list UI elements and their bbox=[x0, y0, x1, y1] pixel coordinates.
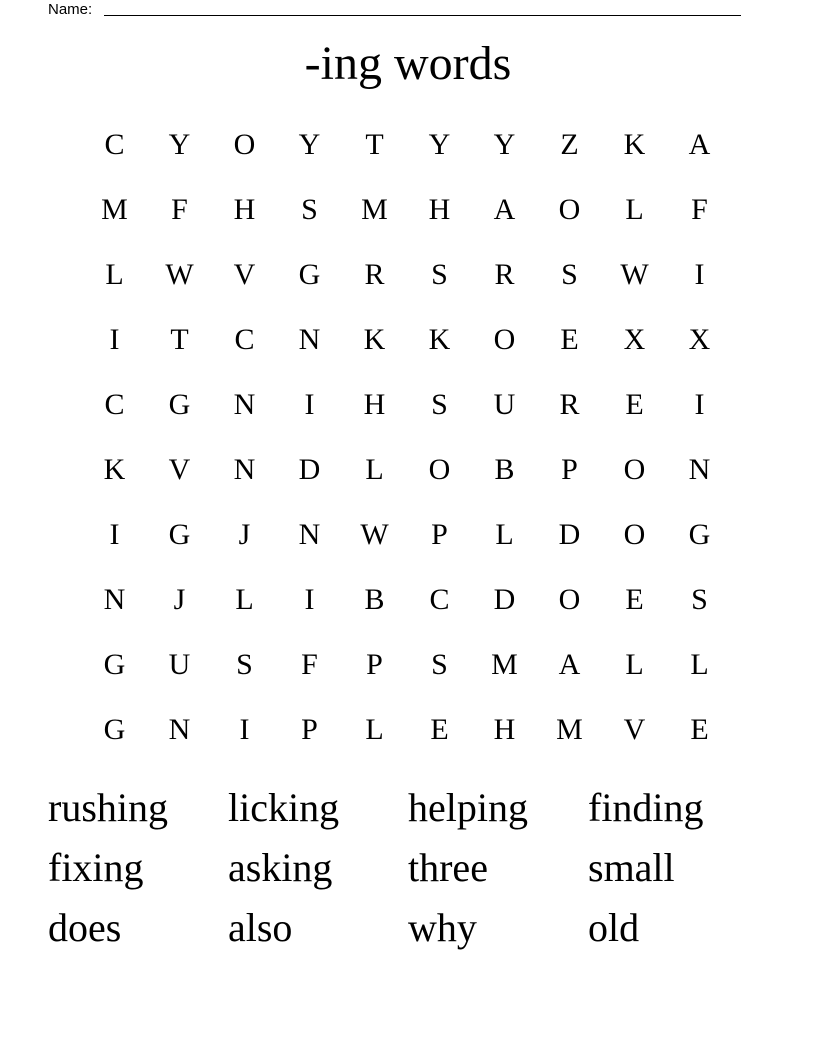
word-list-item: licking bbox=[228, 785, 340, 830]
grid-letter: O bbox=[428, 452, 451, 486]
grid-letter: N bbox=[168, 712, 191, 746]
grid-letter: G bbox=[298, 257, 321, 291]
grid-letter: F bbox=[171, 192, 188, 226]
grid-letter: V bbox=[233, 257, 256, 291]
grid-letter: K bbox=[623, 127, 646, 161]
grid-letter: Y bbox=[493, 127, 516, 161]
grid-letter: P bbox=[561, 452, 578, 486]
grid-letter: I bbox=[304, 387, 315, 421]
grid-letter: R bbox=[494, 257, 515, 291]
grid-letter: P bbox=[431, 517, 448, 551]
grid-letter: M bbox=[361, 192, 388, 226]
word-list-item: helping bbox=[408, 785, 528, 830]
word-list-item: asking bbox=[228, 845, 333, 890]
grid-letter: K bbox=[103, 452, 126, 486]
grid-letter: G bbox=[688, 517, 711, 551]
grid-letter: D bbox=[493, 582, 516, 616]
page-title: -ing words bbox=[304, 37, 512, 90]
word-list-item: does bbox=[48, 905, 122, 950]
grid-letter: I bbox=[304, 582, 315, 616]
grid-letter: W bbox=[360, 517, 389, 551]
grid-letter: V bbox=[623, 712, 646, 746]
grid-letter: L bbox=[235, 582, 254, 616]
grid-letter: C bbox=[234, 322, 255, 356]
grid-letter: N bbox=[688, 452, 711, 486]
grid-letter: O bbox=[558, 582, 581, 616]
grid-letter: J bbox=[238, 517, 251, 551]
grid-letter: O bbox=[558, 192, 581, 226]
grid-letter: U bbox=[168, 647, 191, 681]
grid-letter: E bbox=[625, 582, 644, 616]
word-list-item: finding bbox=[588, 785, 704, 830]
grid-letter: S bbox=[431, 387, 448, 421]
grid-letter: J bbox=[173, 582, 186, 616]
grid-letter: V bbox=[168, 452, 191, 486]
grid-letter: N bbox=[233, 452, 256, 486]
grid-letter: E bbox=[690, 712, 709, 746]
grid-letter: L bbox=[690, 647, 709, 681]
grid-letter: Z bbox=[560, 127, 579, 161]
grid-letter: P bbox=[301, 712, 318, 746]
grid-letter: O bbox=[623, 452, 646, 486]
grid-letter: P bbox=[366, 647, 383, 681]
grid-letter: I bbox=[109, 517, 120, 551]
grid-letter: B bbox=[494, 452, 515, 486]
grid-letter: X bbox=[688, 322, 711, 356]
grid-letter: Y bbox=[298, 127, 321, 161]
grid-letter: D bbox=[558, 517, 581, 551]
grid-letter: X bbox=[623, 322, 646, 356]
grid-letter: G bbox=[168, 517, 191, 551]
grid-letter: G bbox=[168, 387, 191, 421]
grid-letter: I bbox=[694, 387, 705, 421]
grid-letter: S bbox=[691, 582, 708, 616]
grid-letter: G bbox=[103, 647, 126, 681]
grid-letter: M bbox=[556, 712, 583, 746]
grid-letter: I bbox=[239, 712, 250, 746]
grid-letter: S bbox=[236, 647, 253, 681]
grid-letter: C bbox=[104, 127, 125, 161]
grid-letter: M bbox=[101, 192, 128, 226]
grid-letter: L bbox=[105, 257, 124, 291]
grid-letter: S bbox=[431, 257, 448, 291]
grid-letter: L bbox=[365, 452, 384, 486]
grid-letter: E bbox=[560, 322, 579, 356]
grid-letter: H bbox=[363, 387, 386, 421]
grid-letter: H bbox=[493, 712, 516, 746]
grid-letter: H bbox=[428, 192, 451, 226]
word-search-grid bbox=[82, 112, 732, 762]
grid-letter: C bbox=[104, 387, 125, 421]
grid-letter: A bbox=[493, 192, 516, 226]
grid-letter: L bbox=[365, 712, 384, 746]
grid-letter: E bbox=[625, 387, 644, 421]
grid-letter: N bbox=[298, 322, 321, 356]
grid-letter: T bbox=[170, 322, 189, 356]
grid-letter: N bbox=[103, 582, 126, 616]
grid-letter: Y bbox=[428, 127, 451, 161]
grid-letter: Y bbox=[168, 127, 191, 161]
name-label: Name: bbox=[48, 1, 93, 18]
word-list bbox=[48, 778, 768, 958]
grid-letter: I bbox=[694, 257, 705, 291]
grid-letter: N bbox=[298, 517, 321, 551]
grid-letter: R bbox=[364, 257, 385, 291]
grid-letter: H bbox=[233, 192, 256, 226]
word-list-item: rushing bbox=[48, 785, 168, 830]
grid-letter: M bbox=[491, 647, 518, 681]
grid-letter: T bbox=[365, 127, 384, 161]
grid-letter: F bbox=[691, 192, 708, 226]
grid-letter: W bbox=[620, 257, 649, 291]
grid-letter: S bbox=[301, 192, 318, 226]
grid-letter: O bbox=[233, 127, 256, 161]
grid-letter: L bbox=[625, 647, 644, 681]
grid-letter: O bbox=[623, 517, 646, 551]
grid-letter: U bbox=[493, 387, 516, 421]
grid-letter: K bbox=[363, 322, 386, 356]
word-list-item: three bbox=[408, 845, 488, 890]
grid-letter: S bbox=[561, 257, 578, 291]
word-list-item: also bbox=[228, 905, 293, 950]
grid-letter: A bbox=[688, 127, 711, 161]
name-write-line bbox=[104, 15, 741, 16]
grid-letter: A bbox=[558, 647, 581, 681]
grid-letter: E bbox=[430, 712, 449, 746]
word-list-item: old bbox=[588, 905, 640, 950]
word-list-item: fixing bbox=[48, 845, 144, 890]
grid-letter: G bbox=[103, 712, 126, 746]
grid-letter: L bbox=[495, 517, 514, 551]
grid-letter: N bbox=[233, 387, 256, 421]
grid-letter: I bbox=[109, 322, 120, 356]
grid-letter: L bbox=[625, 192, 644, 226]
grid-letter: O bbox=[493, 322, 516, 356]
word-list-item: small bbox=[588, 845, 675, 890]
grid-letter: C bbox=[429, 582, 450, 616]
grid-letter: F bbox=[301, 647, 318, 681]
word-list-item: why bbox=[408, 905, 477, 950]
grid-letter: S bbox=[431, 647, 448, 681]
grid-letter: R bbox=[559, 387, 580, 421]
grid-letter: D bbox=[298, 452, 321, 486]
grid-letter: K bbox=[428, 322, 451, 356]
grid-letter: W bbox=[165, 257, 194, 291]
grid-letter: B bbox=[364, 582, 385, 616]
name-field bbox=[48, 0, 92, 18]
